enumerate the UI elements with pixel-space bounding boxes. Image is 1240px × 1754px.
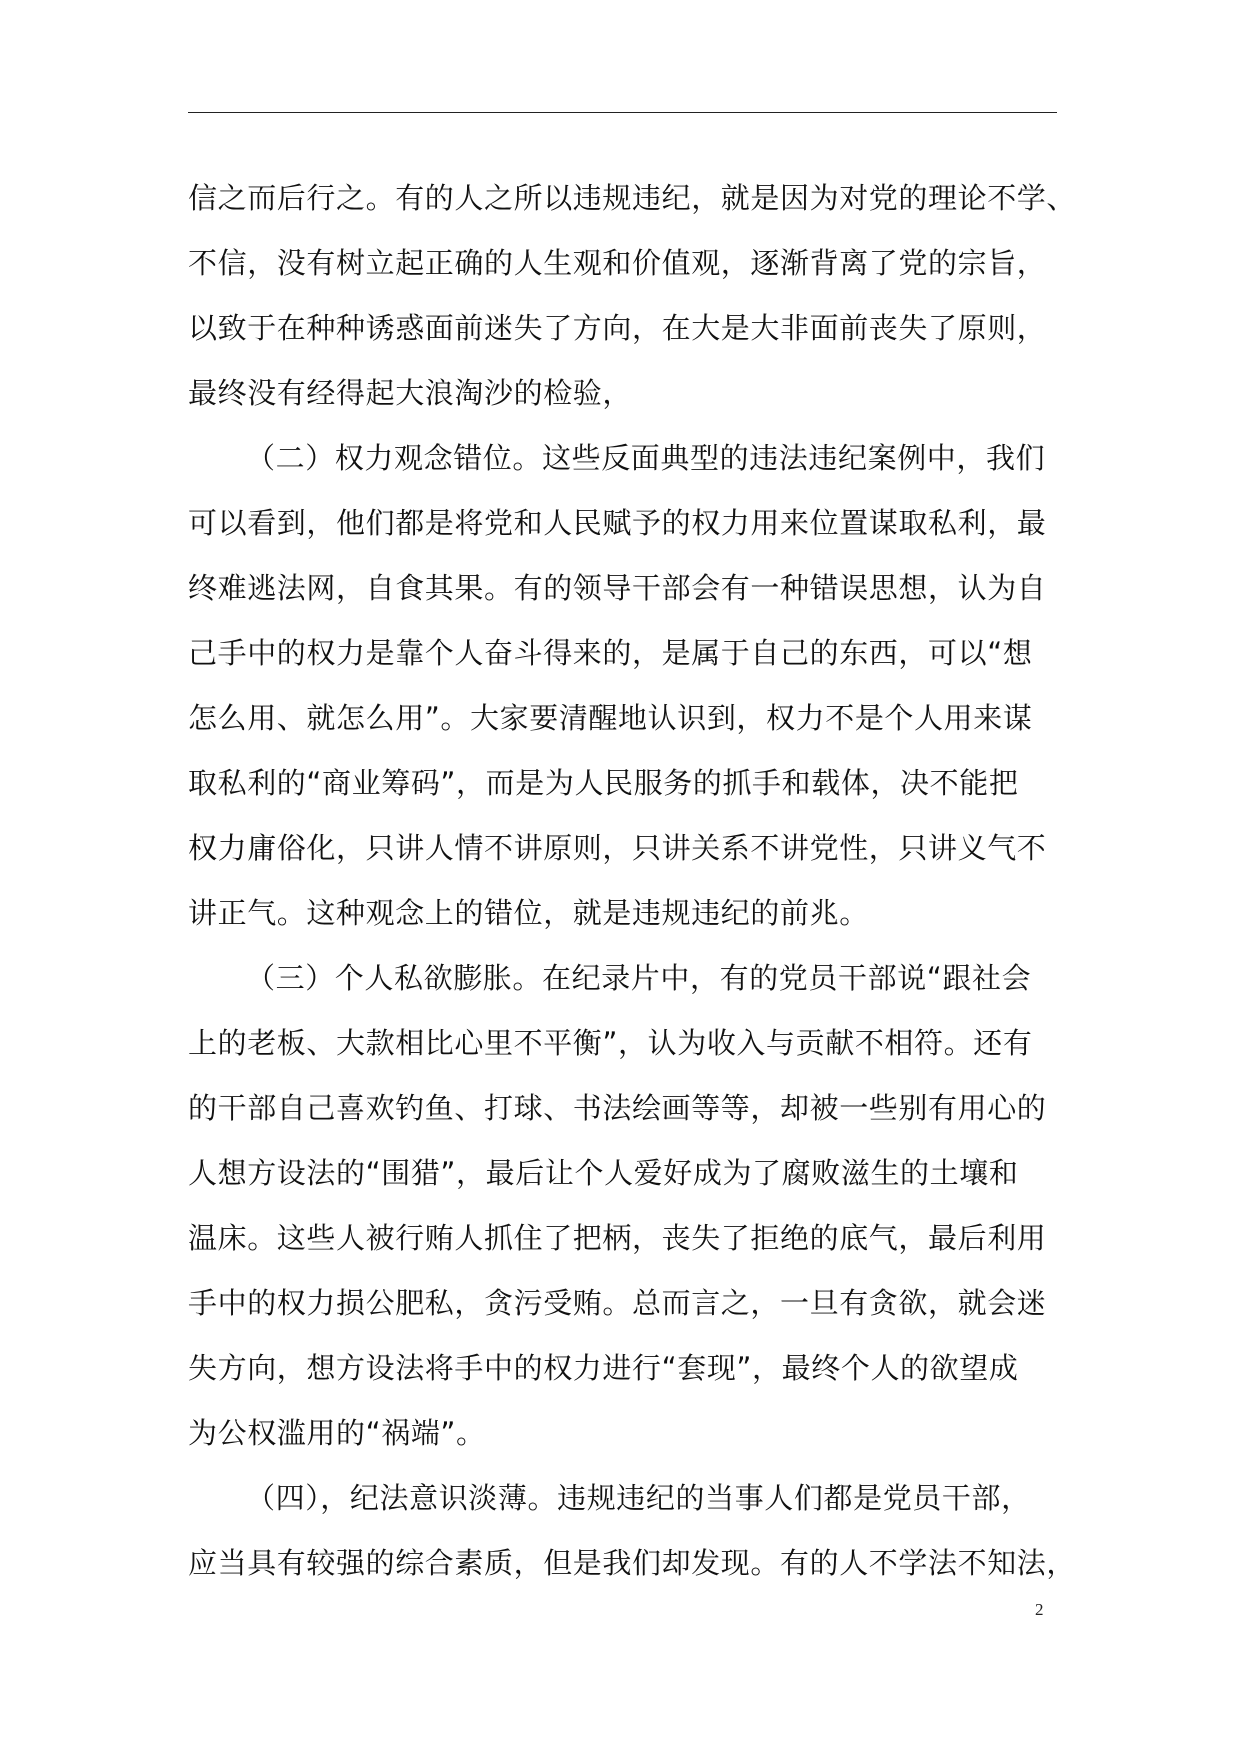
text-line: 人想方设法的“围猎”，最后让个人爱好成为了腐败滋生的土壤和: [188, 1156, 1019, 1190]
page-number: 2: [1035, 1600, 1044, 1619]
section-heading-line: （四），纪法意识淡薄。违规违纪的当事人们都是党员干部，: [246, 1481, 1031, 1515]
text-line: 信之而后行之。有的人之所以违规违纪，就是因为对党的理论不学、: [188, 181, 1077, 215]
section-heading-line: （三）个人私欲膨胀。在纪录片中，有的党员干部说“跟社会: [246, 961, 1032, 995]
section-heading-line: （二）权力观念错位。这些反面典型的违法违纪案例中，我们: [246, 441, 1046, 475]
text-line: 不信，没有树立起正确的人生观和价值观，逐渐背离了党的宗旨，: [188, 246, 1047, 280]
text-line: 为公权滥用的“祸端”。: [188, 1416, 486, 1450]
text-line: 己手中的权力是靠个人奋斗得来的，是属于自己的东西，可以“想: [188, 636, 1033, 670]
text-line: 权力庸俗化，只讲人情不讲原则，只讲关系不讲党性，只讲义气不: [188, 831, 1047, 865]
text-line: 最终没有经得起大浪淘沙的检验，: [188, 376, 633, 410]
text-line: 终难逃法网，自食其果。有的领导干部会有一种错误思想，认为自: [188, 571, 1047, 605]
text-line: 手中的权力损公肥私，贪污受贿。总而言之，一旦有贪欲，就会迷: [188, 1286, 1047, 1320]
text-line: 取私利的“商业筹码”，而是为人民服务的抓手和载体，决不能把: [188, 766, 1019, 800]
text-line: 上的老板、大款相比心里不平衡”，认为收入与贡献不相符。还有: [188, 1026, 1033, 1060]
header-rule: [188, 112, 1057, 113]
text-line: 可以看到，他们都是将党和人民赋予的权力用来位置谋取私利，最: [188, 506, 1047, 540]
text-line: 怎么用、就怎么用”。大家要清醒地认识到，权力不是个人用来谋: [188, 701, 1033, 735]
text-line: 讲正气。这种观念上的错位，就是违规违纪的前兆。: [188, 896, 869, 930]
text-line: 的干部自己喜欢钓鱼、打球、书法绘画等等，却被一些别有用心的: [188, 1091, 1047, 1125]
text-line: 温床。这些人被行贿人抓住了把柄，丧失了拒绝的底气，最后利用: [188, 1221, 1047, 1255]
text-line: 以致于在种种诱惑面前迷失了方向，在大是大非面前丧失了原则，: [188, 311, 1047, 345]
text-line: 失方向，想方设法将手中的权力进行“套现”，最终个人的欲望成: [188, 1351, 1019, 1385]
text-line: 应当具有较强的综合素质，但是我们却发现。有的人不学法不知法，: [188, 1546, 1077, 1580]
